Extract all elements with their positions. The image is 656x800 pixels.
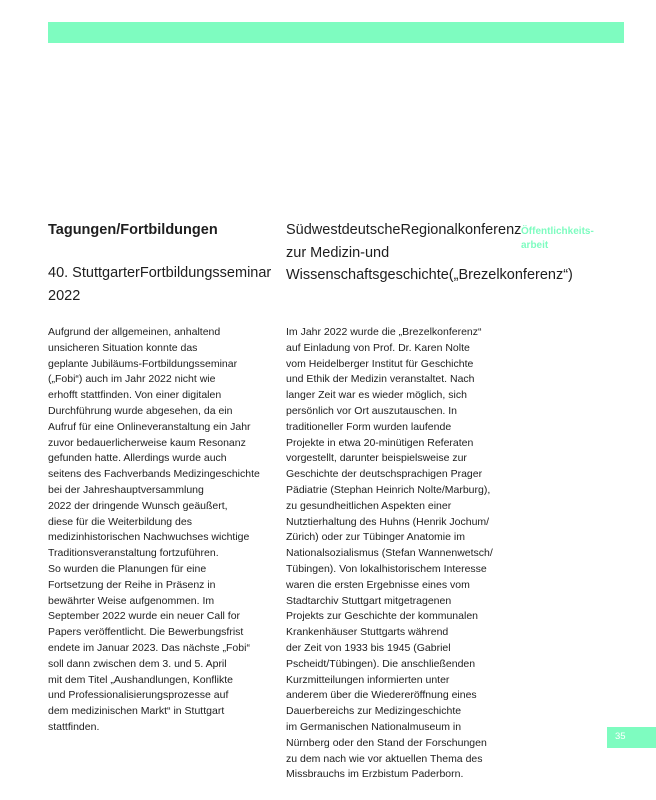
left-body-line: Papers veröffentlicht. Die Bewerbungsfrist: [48, 626, 244, 639]
right-body-line: Dauerbereichs zur Medizingeschichte: [286, 705, 462, 718]
right-body-line: anderem über die Wiedereröffnung eines: [286, 689, 477, 702]
right-body-line: zu gesundheitlichen Aspekten einer: [286, 499, 452, 512]
right-body-line: Stadtarchiv Stuttgart mitgetragenen: [286, 594, 452, 607]
left-body-line: bei der Jahreshauptversammlung: [48, 483, 204, 496]
page-number: 35: [615, 731, 626, 742]
right-body-line: im Germanischen Nationalmuseum in: [286, 720, 462, 733]
page-number-tab: [607, 727, 656, 748]
left-article-body: [48, 325, 278, 736]
right-body-line: vom Heidelberger Institut für Geschichte: [286, 357, 474, 370]
left-body-line: medizinhistorischen Nachwuchses wichtige: [48, 531, 250, 544]
right-body-line: Krankenhäuser Stuttgarts während: [286, 626, 449, 639]
left-body-line: gefunden hatte. Allerdings wurde auch: [48, 452, 227, 465]
left-body-line: Fortsetzung der Reihe in Präsenz in: [48, 578, 216, 591]
left-body-line: Aufruf für eine Onlineveranstaltung ein Jahr: [48, 420, 251, 433]
right-body-line: persönlich vor Ort auszutauschen. In: [286, 404, 458, 417]
right-title-line: Regionalkonferenz zur Medizin-: [286, 222, 522, 261]
right-body-line: vorgestellt, darunter beispielsweise zur: [286, 452, 467, 465]
right-body-line: langer Zeit war es wieder möglich, sich: [286, 389, 467, 402]
side-label-line: arbeit: [521, 240, 549, 251]
right-body-line: traditioneller Form wurden laufende: [286, 420, 452, 433]
left-body-line: Traditionsveranstaltung fortzuführen.: [48, 547, 219, 560]
right-body-line: auf Einladung von Prof. Dr. Karen Nolte: [286, 341, 470, 354]
right-body-line: Kurzmitteilungen informierten unter: [286, 673, 450, 686]
left-body-line: mit dem Titel „Aushandlungen, Konflikte: [48, 673, 234, 686]
right-title-line: („Brezelkonferenz“): [448, 267, 573, 283]
left-body-line: seitens des Fachverbands Medizingeschichte: [48, 468, 260, 481]
right-body-line: Pädiatrie (Stephan Heinrich Nolte/Marburg),: [286, 483, 491, 496]
left-body-line: endete im Januar 2023. Das nächste „Fobi“: [48, 641, 250, 654]
side-section-label: [521, 225, 631, 253]
left-body-line: soll dann zwischen dem 3. und 5. April: [48, 657, 227, 670]
right-title-line: und Wissenschaftsgeschichte: [286, 244, 449, 283]
left-body-line: geplante Jubiläums-Fortbildungsseminar: [48, 357, 238, 370]
side-label-line: Öffentlichkeits-: [521, 226, 594, 237]
right-body-line: Zürich) oder zur Tübinger Anatomie im: [286, 531, 465, 544]
right-body-line: Missbrauchs im Erzbistum Paderborn.: [286, 768, 464, 781]
right-body-line: und Ethik der Medizin veranstaltet. Nach: [286, 373, 475, 386]
left-body-line: 2022 der dringende Wunsch geäußert,: [48, 499, 228, 512]
right-body-line: zu dem nach wie vor aktuellen Thema des: [286, 752, 483, 765]
left-body-line: September 2022 wurde ein neuer Call for: [48, 610, 241, 623]
left-body-line: So wurden die Planungen für eine: [48, 562, 207, 575]
left-body-line: Durchführung wurde abgesehen, da ein: [48, 404, 233, 417]
left-article-title: [48, 262, 278, 307]
right-body-line: Im Jahr 2022 wurde die „Brezelkonferenz“: [286, 326, 482, 338]
right-body-line: Nürnberg oder den Stand der Forschungen: [286, 736, 487, 749]
right-article-body: [286, 325, 518, 783]
left-body-line: („Fobi“) auch im Jahr 2022 nicht wie: [48, 373, 216, 386]
right-body-line: der Zeit von 1933 bis 1945 (Gabriel: [286, 641, 451, 654]
left-body-line: dem medizinischen Markt“ in Stuttgart: [48, 705, 225, 718]
left-body-line: diese für die Weiterbildung des: [48, 515, 192, 528]
section-heading: Tagungen/Fortbildungen: [48, 222, 218, 238]
left-body-line: Aufgrund der allgemeinen, anhaltend: [48, 326, 221, 338]
right-body-line: Geschichte der deutschsprachigen Prager: [286, 468, 483, 481]
left-body-line: unsicheren Situation konnte das: [48, 341, 198, 354]
left-body-line: stattfinden.: [48, 720, 100, 733]
right-body-line: Nationalsozialismus (Stefan Wannenwetsch/: [286, 547, 493, 560]
left-body-line: und Professionalisierungsprozesse auf: [48, 689, 229, 702]
right-body-line: Pscheidt/Tübingen). Die anschließenden: [286, 657, 476, 670]
left-title-line: Fortbildungsseminar 2022: [48, 265, 272, 304]
right-body-line: Nutztierhaltung des Huhns (Henrik Jochum/: [286, 515, 490, 528]
left-body-line: zuvor bedauerlicherweise kaum Resonanz: [48, 436, 246, 449]
right-body-line: Projekte in etwa 20-minütigen Referaten: [286, 436, 474, 449]
right-body-line: waren die ersten Ergebnisse eines vom: [286, 578, 470, 591]
right-title-line: Südwestdeutsche: [286, 222, 401, 238]
right-body-line: Tübingen). Von lokalhistorischem Interesse: [286, 562, 487, 575]
header-accent-bar: [48, 22, 624, 43]
left-body-line: erhofft stattfinden. Von einer digitalen: [48, 389, 222, 402]
right-body-line: Projekts zur Geschichte der kommunalen: [286, 610, 478, 623]
left-title-line: 40. Stuttgarter: [48, 265, 140, 281]
left-body-line: bewährter Weise aufgenommen. Im: [48, 594, 215, 607]
